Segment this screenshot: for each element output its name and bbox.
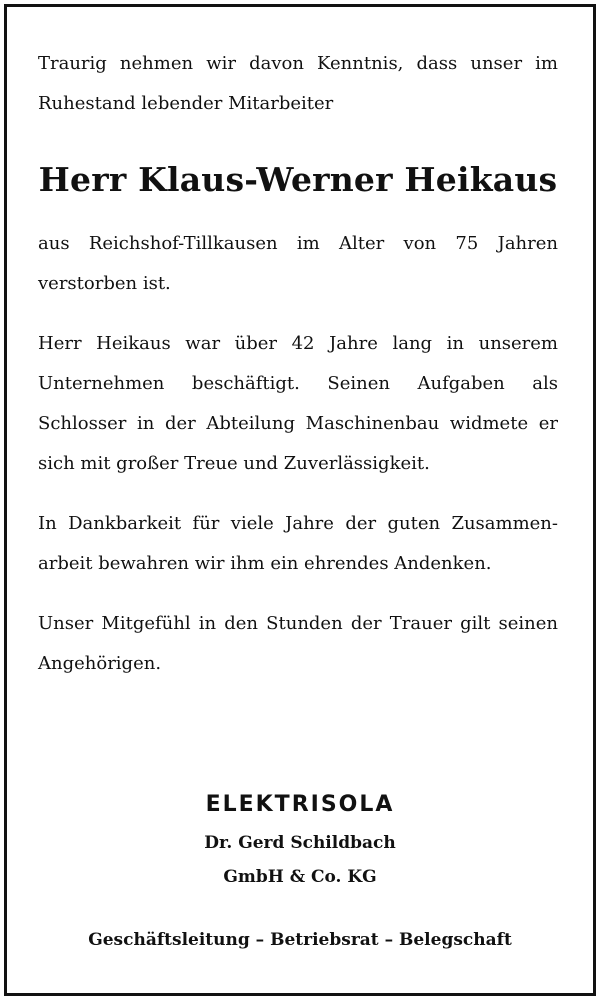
company-owner: Dr. Gerd Schildbach <box>204 833 396 853</box>
obituary-body <box>38 44 558 684</box>
intro-text: Traurig nehmen wir davon Kenntnis, dass unser im Ruhestand lebender Mitarbeiter <box>38 53 558 114</box>
company-brand: ELEKTRISOLA <box>205 792 395 817</box>
deceased-name: Herr Klaus-Werner Heikaus <box>38 160 558 199</box>
sympathy-text: Unser Mitgefühl in den Stunden der Trauer gilt seinen Angehörigen. <box>38 613 558 674</box>
gratitude-text: In Dankbarkeit für viele Jahre der guten Zusammenarbeit bewahren wir ihm ein ehrendes Andenken. <box>38 513 558 574</box>
tribute-text: Herr Heikaus war über 42 Jahre lang in unserem Unternehmen beschäftigt. Seinen Aufgaben als Schlosser in der Abteilung Maschinenbau widmete er sich mit großer Treue und Zuverlässigkeit. <box>38 333 558 474</box>
origin-text: aus Reichshof-Tillkausen im Alter von 75 Jahren verstorben ist. <box>38 233 558 294</box>
company-legal-form: GmbH & Co. KG <box>223 867 377 887</box>
signatories: Geschäftsleitung – Betriebsrat – Belegschaft <box>88 930 512 950</box>
